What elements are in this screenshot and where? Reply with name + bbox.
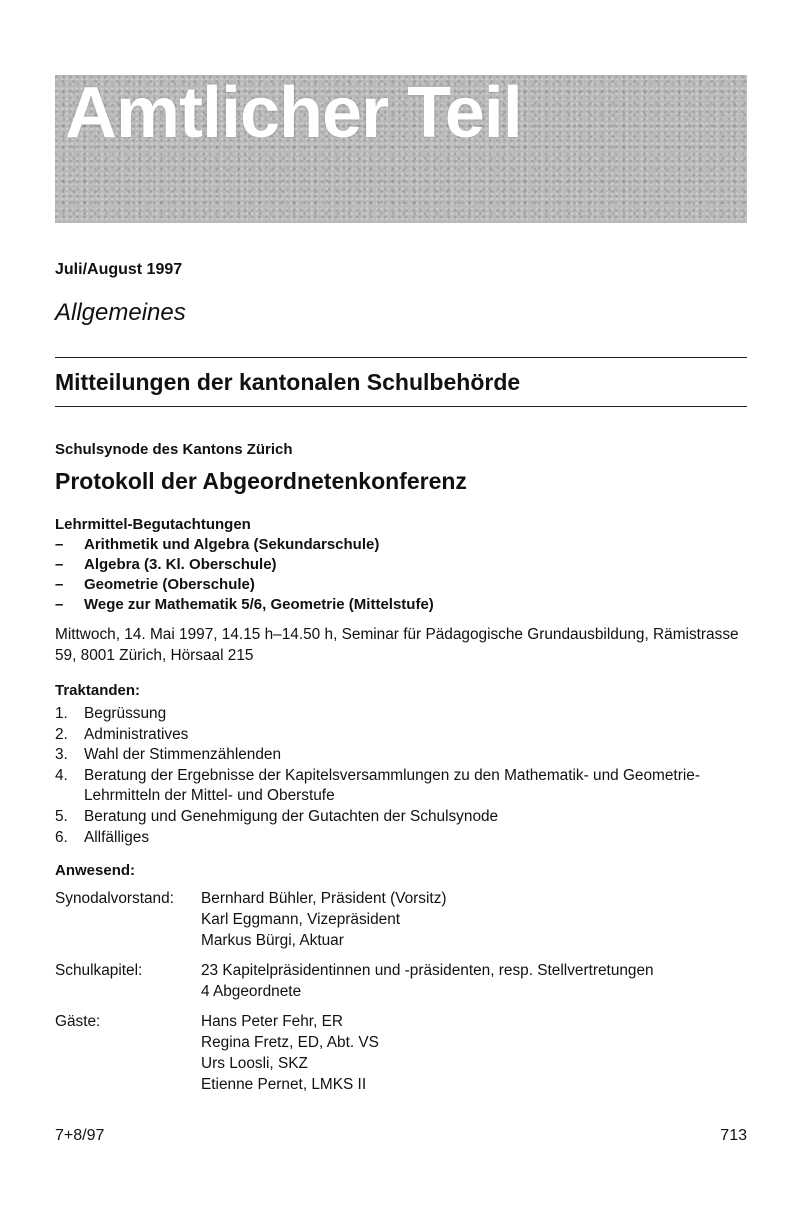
- agenda-item: [55, 745, 747, 766]
- review-heading: Lehrmittel-Begutachtungen: [55, 516, 251, 533]
- attendance-label: Schulkapitel:: [55, 962, 143, 979]
- attendee: Karl Eggmann, Vizepräsident: [201, 911, 401, 928]
- attendance-names: [201, 888, 447, 951]
- review-item: – Arithmetik und Algebra (Sekundarschule): [55, 536, 380, 553]
- issue-number: 7+8/97: [55, 1127, 105, 1144]
- agenda-item-text: Beratung und Genehmigung der Gutachten der Schulsynode: [84, 807, 499, 825]
- attendance-names: [201, 1011, 379, 1095]
- review-item-text: Geometrie (Oberschule): [84, 576, 255, 593]
- page-number: 713: [720, 1127, 747, 1144]
- agenda-item-number: 5.: [55, 807, 68, 825]
- agenda-item: [55, 807, 747, 828]
- attendee: 4 Abgeordnete: [201, 983, 302, 1000]
- agenda-item-number: 1.: [55, 705, 68, 722]
- agenda-item-text: Wahl der Stimmenzählenden: [84, 746, 282, 764]
- attendee: Etienne Pernet, LMKS II: [201, 1076, 367, 1093]
- agenda-item-number: 2.: [55, 725, 68, 743]
- attendee: Hans Peter Fehr, ER: [201, 1013, 343, 1030]
- section-heading: Allgemeines: [55, 299, 186, 326]
- review-item-text: Wege zur Mathematik 5/6, Geometrie (Mittelstufe): [84, 596, 434, 613]
- review-item: – Geometrie (Oberschule): [55, 576, 255, 593]
- agenda-item-text: Begrüssung: [84, 705, 167, 722]
- organization-name: Schulsynode des Kantons Zürich: [55, 441, 293, 458]
- attendee: Regina Fretz, ED, Abt. VS: [201, 1034, 379, 1051]
- attendance-names: [201, 960, 654, 1002]
- agenda-item-text: Allfälliges: [84, 828, 150, 846]
- review-item-text: Algebra (3. Kl. Oberschule): [84, 556, 277, 573]
- attendee: Urs Loosli, SKZ: [201, 1055, 308, 1072]
- attendee: Markus Bürgi, Aktuar: [201, 932, 344, 949]
- agenda-item-number: 3.: [55, 746, 68, 764]
- agenda-item-text: Beratung der Ergebnisse der Kapitelsversammlungen zu den Mathematik- und Geometrie-Lehrmitteln der Mittel- und Oberstufe: [84, 766, 700, 805]
- review-item: – Algebra (3. Kl. Oberschule): [55, 556, 277, 573]
- agenda-item: [55, 725, 747, 746]
- attendance-label: Synodalvorstand:: [55, 890, 174, 907]
- review-item-text: Arithmetik und Algebra (Sekundarschule): [84, 536, 380, 553]
- banner-title: Amtlicher Teil: [65, 75, 522, 153]
- attendance-heading: Anwesend:: [55, 862, 136, 879]
- review-list: [55, 535, 747, 615]
- department-title: Mitteilungen der kantonalen Schulbehörde: [55, 369, 521, 395]
- document-title: Protokoll der Abgeordnetenkonferenz: [55, 468, 467, 494]
- attendance-label: Gäste:: [55, 1013, 101, 1030]
- agenda-item: [55, 704, 747, 725]
- agenda-item-text: Administratives: [84, 725, 189, 743]
- agenda-list: [55, 704, 747, 848]
- divider-bottom: [55, 406, 747, 407]
- issue-date: Juli/August 1997: [55, 261, 183, 278]
- attendee: 23 Kapitelpräsidentinnen und -präsidenten, resp. Stellvertretungen: [201, 962, 654, 979]
- agenda-item-number: 4.: [55, 766, 68, 784]
- meeting-info: Mittwoch, 14. Mai 1997, 14.15 h–14.50 h, Seminar für Pädagogische Grundausbildung, Rämistrasse 59, 8001 Zürich, Hörsaal 215: [55, 626, 739, 664]
- divider-top: [55, 357, 747, 358]
- agenda-item: [55, 828, 747, 849]
- review-item: – Wege zur Mathematik 5/6, Geometrie (Mittelstufe): [55, 596, 434, 613]
- header-banner: [55, 75, 747, 223]
- agenda-heading: Traktanden:: [55, 682, 141, 699]
- agenda-item-number: 6.: [55, 828, 68, 846]
- attendee: Bernhard Bühler, Präsident (Vorsitz): [201, 890, 447, 907]
- agenda-item: [55, 766, 747, 807]
- review-section: [55, 515, 747, 615]
